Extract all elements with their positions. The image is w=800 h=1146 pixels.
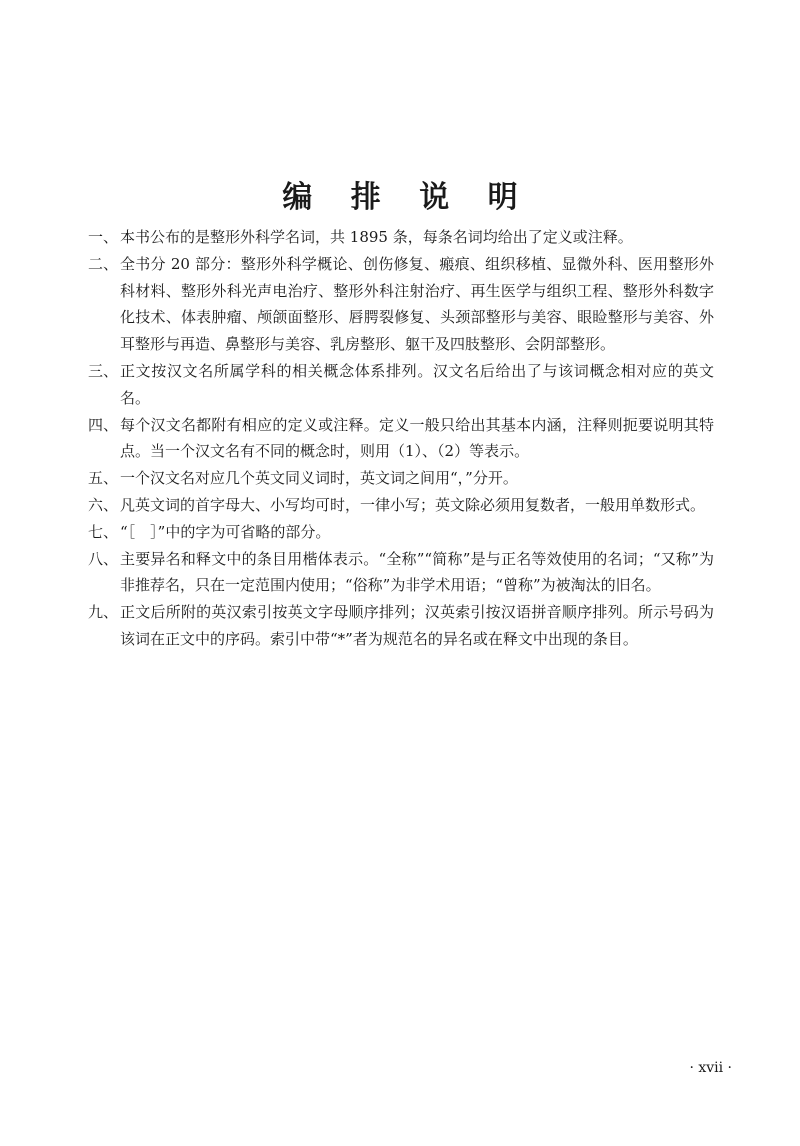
item-text: 正文后所附的英汉索引按英文字母顺序排列；汉英索引按汉语拼音顺序排列。所示号码为该词在正文中的序码。索引中带“*”者为规范名的异名或在释文中出现的条目。 xyxy=(120,603,714,648)
item-number: 二、 xyxy=(88,254,119,273)
item-number: 三、 xyxy=(88,361,119,380)
editorial-notes-list xyxy=(88,224,714,653)
item-text: 凡英文词的首字母大、小写均可时，一律小写；英文除必须用复数者，一般用单数形式。 xyxy=(120,495,706,514)
item-number: 四、 xyxy=(88,415,119,434)
item-text: 本书公布的是整形外科学名词，共 1895 条，每条名词均给出了定义或注释。 xyxy=(120,228,633,246)
item-number: 九、 xyxy=(88,603,119,622)
item-text: 正文按汉文名所属学科的相关概念体系排列。汉文名后给出了与该词概念相对应的英文名。 xyxy=(120,361,714,407)
list-item xyxy=(88,465,714,492)
item-number: 七、 xyxy=(88,522,119,541)
item-text: 主要异名和释文中的条目用楷体表示。“全称”“简称”是与正名等效使用的名词；“又称”为非推荐名，只在一定范围内使用；“俗称”为非学术用语；“曾称”为被淘汰的旧名。 xyxy=(120,549,714,595)
list-item xyxy=(88,224,714,251)
list-item xyxy=(88,251,714,358)
item-number: 一、 xyxy=(88,228,119,246)
item-number: 五、 xyxy=(88,469,119,488)
item-text: “［ ］”中的字为可省略的部分。 xyxy=(120,522,331,541)
page-number: · xvii · xyxy=(689,1060,732,1076)
list-item xyxy=(88,599,714,653)
list-item xyxy=(88,358,714,412)
item-number: 六、 xyxy=(88,495,119,514)
item-text: 一个汉文名对应几个英文同义词时，英文词之间用“，”分开。 xyxy=(120,469,518,488)
list-item xyxy=(88,492,714,519)
item-text: 每个汉文名都附有相应的定义或注释。定义一般只给出其基本内涵，注释则扼要说明其特点。当一个汉文名有不同的概念时，则用（1）、（2）等表示。 xyxy=(120,415,714,461)
list-item xyxy=(88,546,714,600)
list-item xyxy=(88,412,714,466)
list-item xyxy=(88,519,714,546)
page-title: 编 排 说 明 xyxy=(282,180,532,216)
item-text: 全书分 20 部分：整形外科学概论、创伤修复、瘢痕、组织移植、显微外科、医用整形外科材料、整形外科光声电治疗、整形外科注射治疗、再生医学与组织工程、整形外科数字化技术、体表肿瘤、颅颌面整形、唇腭裂修复、头颈部整形与美容、眼睑整形与美容、外耳整形与再造、鼻整形与美容、乳房整形、躯干及四肢整形、会阴部整形。 xyxy=(120,254,714,354)
item-number: 八、 xyxy=(88,549,119,568)
